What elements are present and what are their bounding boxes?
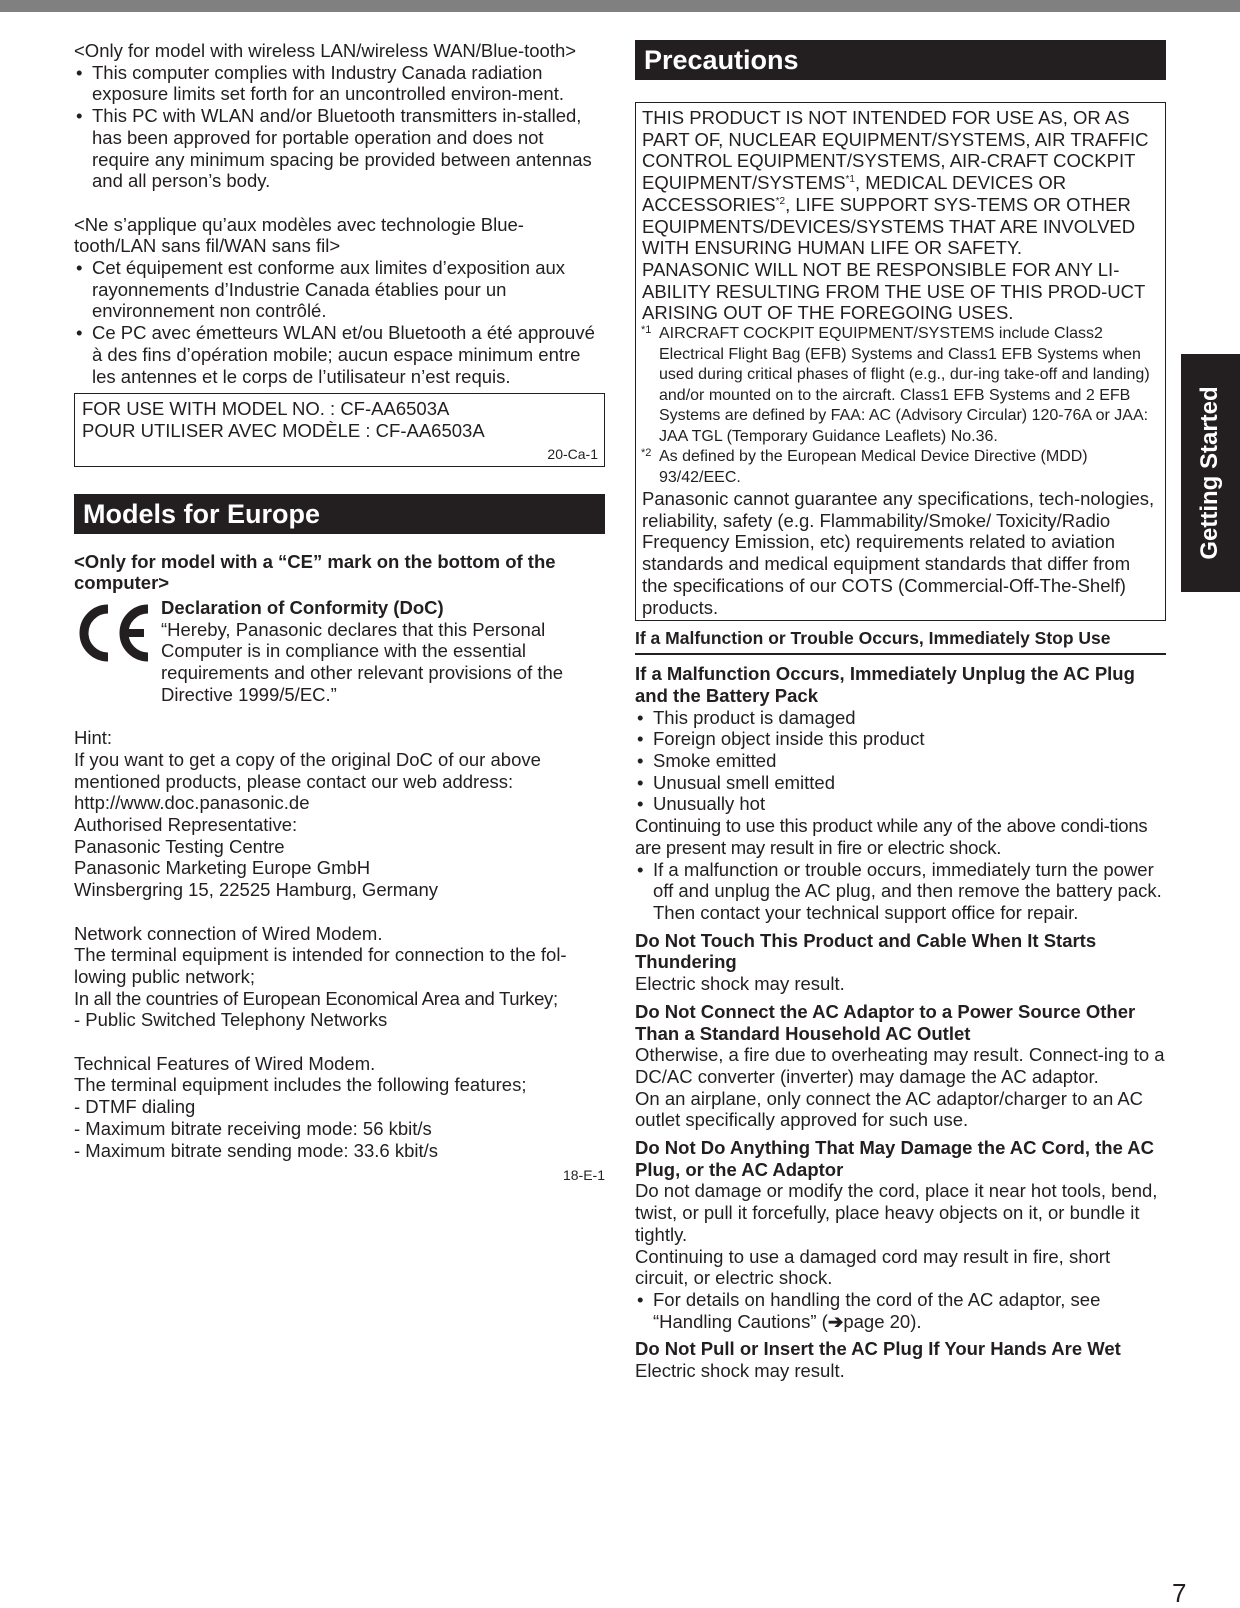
power-text: On an airplane, only connect the AC adaptor/charger to an AC outlet specifically approved for such use.: [635, 1087, 1144, 1131]
unplug-heading: If a Malfunction Occurs, Immediately Unplug the AC Plug and the Battery Pack: [635, 663, 1135, 706]
footnote-ref: *2: [775, 195, 786, 207]
hint-url: http://www.doc.panasonic.de: [74, 792, 310, 814]
canada-en-heading: <Only for model with wireless LAN/wireless WAN/Blue-tooth>: [74, 40, 577, 61]
footnote-1: *1 AIRCRAFT COCKPIT EQUIPMENT/SYSTEMS include Class2 Electrical Flight Bag (EFB) Systems and Class1 EFB Systems when used during critical phases of flight (e.g., dur-ing take-off and landing) and/or mounted on to the aircraft. Class1 EFB Systems and 2 EFB Systems are defined by FAA: AC (Advisory Circular) 120-76A or JAA:: [641, 324, 1150, 425]
list-item: • This computer complies with Industry Canada radiation exposure limits set forth for an uncontrolled environ-ment.: [74, 62, 605, 105]
canada-fr-heading: <Ne s’applique qu’aux modèles avec technologie Blue-tooth/LAN sans fil/WAN sans fil>: [74, 213, 524, 257]
cord-heading: Do Not Do Anything That May Damage the AC Cord, the AC Plug, or the AC Adaptor: [635, 1137, 1155, 1180]
hint-line: If you want to get a copy of the original DoC of our above mentioned products, please contact our web address:: [74, 748, 541, 792]
section-header-precautions: Precautions: [635, 40, 1166, 80]
side-tab-label: Getting Started: [1196, 386, 1223, 560]
thunder-heading: Do Not Touch This Product and Cable When It Starts Thundering: [635, 929, 1097, 973]
feature-line: - DTMF dialing: [74, 1096, 196, 1118]
doc-text: “Hereby, Panasonic declares that this Personal Computer is in compliance with the essential requirements and other relevant provisions of the Directive 1999/5/EC.”: [161, 618, 564, 705]
side-tab-getting-started[interactable]: [1181, 354, 1240, 592]
liability-paragraph: PANASONIC WILL NOT BE RESPONSIBLE FOR ANY LI-ABILITY RESULTING FROM THE USE OF THIS PROD-UCT ARISING OUT OF THE FOREGOING USES.: [642, 258, 1145, 324]
ce-mark-heading: <Only for model with a “CE” mark on the bottom of the computer>: [74, 550, 556, 594]
left-column: [74, 40, 605, 1183]
footnote-ref: *1: [845, 174, 855, 186]
footnote-2: *2 As defined by the European Medical Device Directive (MDD) 93/42/EEC.: [641, 447, 1088, 486]
page-reference-link[interactable]: page 20).: [843, 1310, 922, 1332]
feature-line: - Maximum bitrate receiving mode: 56 kbit/s: [74, 1117, 432, 1139]
section-header-europe: Models for Europe: [74, 494, 605, 534]
doc-title: Declaration of Conformity (DoC): [161, 597, 444, 619]
arrow-icon: ➔: [827, 1310, 844, 1332]
list-item: • Cet équipement est conforme aux limites d’exposition aux rayonnements d’Industrie Canada établies pour un environnement non contrôlé.: [74, 257, 605, 322]
network-line: Network connection of Wired Modem.: [74, 922, 383, 944]
top-bar: [0, 0, 1240, 12]
list-item: • If a malfunction or trouble occurs, immediately turn the power off and unplug the AC plug, and then remove the battery pack.: [635, 859, 1166, 902]
model-line-fr: POUR UTILISER AVEC MODÈLE : CF-AA6503A: [82, 419, 485, 441]
list-item: • Foreign object inside this product: [635, 728, 1166, 750]
network-line: The terminal equipment is intended for connection to the fol-lowing public network;: [74, 944, 567, 987]
power-heading: Do Not Connect the AC Adaptor to a Power Source Other Than a Standard Household AC Outlet: [635, 1000, 1136, 1044]
hint-line: Panasonic Testing Centre: [74, 835, 285, 857]
list-item: • This product is damaged: [635, 707, 1166, 729]
page-number: 7: [1172, 1578, 1187, 1608]
list-item: • This PC with WLAN and/or Bluetooth transmitters in-stalled, has been approved for portable operation and does not require any minimum spacing be provided between antennas and all person’s body.: [74, 105, 605, 192]
wet-text: Electric shock may result.: [635, 1360, 845, 1382]
feature-line: Technical Features of Wired Modem.: [74, 1052, 376, 1074]
list-item: • Unusually hot: [635, 793, 1166, 815]
continuing-text: Continuing to use this product while any of the above condi-tions are present may result in fire or electric shock.: [635, 815, 1148, 858]
network-line: - Public Switched Telephony Networks: [74, 1009, 388, 1031]
hint-line: Authorised Representative:: [74, 814, 298, 836]
right-column: [635, 40, 1166, 1382]
cord-text: Do not damage or modify the cord, place it near hot tools, bend, twist, or pull it forcefully, place heavy objects on it, or bundle it tightly.: [635, 1180, 1158, 1245]
regulation-code: 20-Ca-1: [547, 445, 598, 462]
wet-heading: Do Not Pull or Insert the AC Plug If Your Hands Are Wet: [635, 1338, 1121, 1360]
list-item: • Ce PC avec émetteurs WLAN et/ou Bluetooth a été approuvé à des fins d’opération mobile; aucun espace minimum entre les antennes et le corps de l’utilisateur n’est requis.: [74, 322, 605, 387]
model-number-box: [74, 393, 605, 466]
ce-mark-icon: [74, 597, 161, 706]
list-item: • Unusual smell emitted: [635, 772, 1166, 794]
warning-box: [635, 102, 1166, 621]
hint-line: Hint:: [74, 727, 113, 749]
regulation-code: 18-E-1: [562, 1167, 605, 1184]
model-line-en: FOR USE WITH MODEL NO. : CF-AA6503A: [82, 398, 450, 420]
power-text: Otherwise, a fire due to overheating may result. Connect-ing to a DC/AC converter (inverter) may damage the AC adaptor.: [635, 1044, 1165, 1087]
warning-paragraph: THIS PRODUCT IS NOT INTENDED FOR USE AS, OR AS PART OF, NUCLEAR EQUIPMENT/SYSTEMS, AIR TRAFFIC CONTROL EQUIPMENT/SYSTEMS, AIR-CRAFT COCKPIT EQUIPMENT/SYSTEMS$^{*1}$, MEDICAL DEVICES OR ACCESSORIES$^{*2}$, LIFE SUPPORT SYS-TEMS OR OTHER EQUIPMENTS/DEVICES/SYSTEMS THAT ARE INVOLVED WITH ENSURING HUMAN LIFE OR SAFETY.: [642, 107, 1149, 259]
malfunction-subhead: If a Malfunction or Trouble Occurs, Immediately Stop Use: [635, 621, 1166, 655]
feature-line: The terminal equipment includes the following features;: [74, 1074, 527, 1096]
list-item: • For details on handling the cord of the AC adaptor, see “Handling Cautions” (➔page 20).: [635, 1289, 1166, 1332]
cord-text: Continuing to use a damaged cord may result in fire, short circuit, or electric shock.: [635, 1245, 1111, 1289]
list-item-continued: Then contact your technical support office for repair.: [653, 901, 1079, 923]
footnote-1-continued: JAA TGL (Temporary Guidance Leaflets) No.36.: [659, 427, 998, 445]
network-line: In all the countries of European Economical Area and Turkey;: [74, 987, 558, 1009]
hint-line: Winsbergring 15, 22525 Hamburg, Germany: [74, 879, 439, 901]
hint-line: Panasonic Marketing Europe GmbH: [74, 857, 371, 879]
thunder-text: Electric shock may result.: [635, 973, 845, 995]
feature-line: - Maximum bitrate sending mode: 33.6 kbit/s: [74, 1139, 438, 1161]
list-item: • Smoke emitted: [635, 750, 1166, 772]
cots-paragraph: Panasonic cannot guarantee any specifications, tech-nologies, reliability, safety (e.g. Flammability/Smoke/ Toxicity/Radio Frequency Emission, etc) requirements related to aviation standards and medical equipment standards that differ from the specifications of our COTS (Commercial-Off-The-Shelf) products.: [642, 488, 1155, 618]
